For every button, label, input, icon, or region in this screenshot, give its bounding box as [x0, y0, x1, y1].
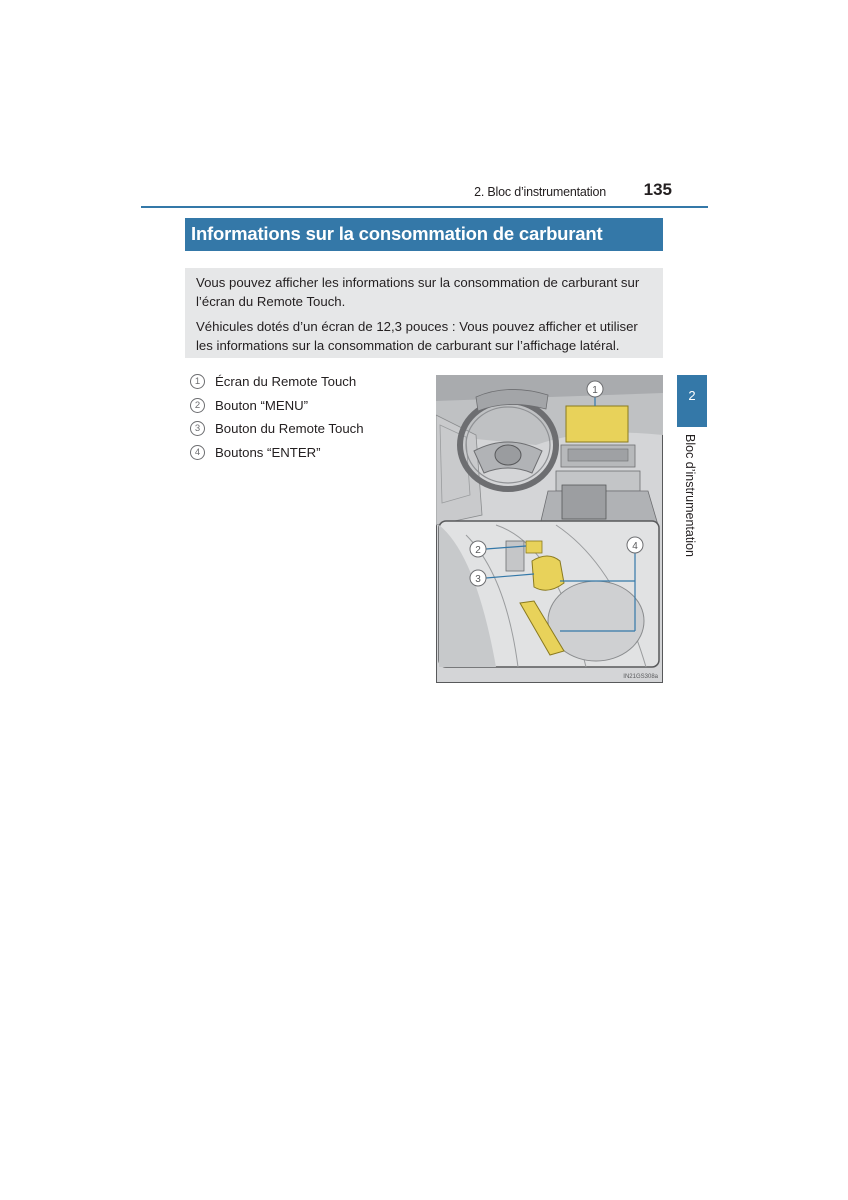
svg-text:4: 4 [632, 541, 638, 552]
svg-text:3: 3 [475, 574, 481, 585]
chapter-label: Bloc d’instrumentation [683, 434, 697, 557]
legend-item [190, 417, 420, 441]
number-2-icon: 2 [190, 398, 205, 413]
legend-list [190, 370, 420, 464]
number-4-icon: 4 [190, 445, 205, 460]
legend-item [190, 441, 420, 465]
svg-text:1: 1 [592, 385, 598, 396]
image-code: IN21GS308a [623, 674, 658, 680]
legend-label: Bouton “MENU” [215, 397, 309, 413]
chapter-tab: 2 [677, 375, 707, 427]
page-number: 135 [643, 180, 672, 199]
number-1-icon: 1 [190, 374, 205, 389]
legend-item [190, 370, 420, 394]
running-header: 2. Bloc d’instrumentation [474, 185, 606, 199]
dashboard-illustration [436, 375, 663, 683]
legend-label: Bouton du Remote Touch [215, 421, 364, 437]
intro-paragraph-2: Véhicules dotés d’un écran de 12,3 pouces : Vous pouvez afficher et utiliser les informations sur la consommation de carburant sur l’affichage latéral. [196, 319, 638, 353]
legend-label: Écran du Remote Touch [215, 374, 357, 390]
section-title: Informations sur la consommation de carburant [185, 218, 663, 251]
number-3-icon: 3 [190, 421, 205, 436]
legend-label: Boutons “ENTER” [215, 444, 321, 460]
intro-box [185, 268, 663, 358]
legend-item [190, 394, 420, 418]
header-rule [141, 206, 708, 208]
svg-text:2: 2 [475, 545, 481, 556]
intro-paragraph-1: Vous pouvez afficher les informations sur la consommation de carburant sur l’écran du Remote Touch. [196, 275, 640, 309]
